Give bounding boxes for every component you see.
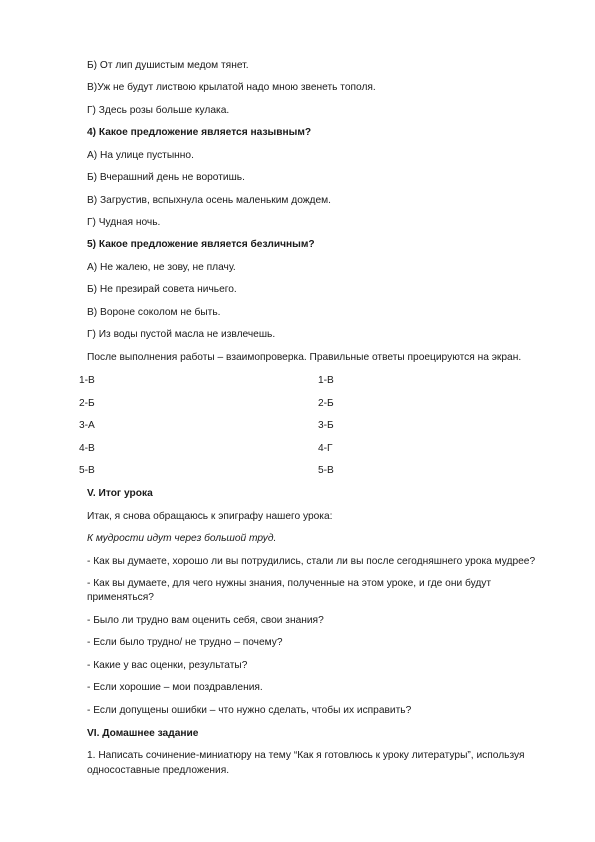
answer-right-5: 5-В <box>318 465 334 476</box>
check-note: После выполнения работы – взаимопроверка. Правильные ответы проецируются на экран. <box>87 352 522 363</box>
summary-question-4: - Если было трудно/ не трудно – почему? <box>87 637 283 648</box>
summary-question-2-line-2: применяться? <box>87 592 154 603</box>
summary-question-3: - Было ли трудно вам оценить себя, свои знания? <box>87 615 324 626</box>
q4-option-g: Г) Чудная ночь. <box>87 217 161 228</box>
q5-option-a: А) Не жалею, не зову, не плачу. <box>87 262 236 273</box>
summary-question-5: - Какие у вас оценки, результаты? <box>87 660 248 671</box>
homework-task-line-1: 1. Написать сочинение-миниатюру на тему “Как я готовлюсь к уроку литературы”, используя <box>87 750 525 761</box>
answer-left-4: 4-В <box>79 443 95 454</box>
q3-option-b: Б) От лип душистым медом тянет. <box>87 60 249 71</box>
summary-question-1: - Как вы думаете, хорошо ли вы потрудились, стали ли вы после сегодняшнего урока мудрее? <box>87 556 536 567</box>
answer-right-1: 1-В <box>318 375 334 386</box>
epigraph: К мудрости идут через большой труд. <box>87 533 277 544</box>
answer-right-4: 4-Г <box>318 443 333 454</box>
answer-left-3: 3-А <box>79 420 95 431</box>
section-6-heading: VI. Домашнее задание <box>87 728 199 739</box>
q5-option-v: В) Вороне соколом не быть. <box>87 307 221 318</box>
summary-question-2-line-1: - Как вы думаете, для чего нужны знания, полученные на этом уроке, и где они будут <box>87 578 492 589</box>
q5-option-b: Б) Не презирай совета ничьего. <box>87 284 237 295</box>
homework-task-line-2: односоставные предложения. <box>87 765 230 776</box>
section-5-heading: V. Итог урока <box>87 488 153 499</box>
q3-option-v: В)Уж не будут листвою крылатой надо мною звенеть тополя. <box>87 82 376 93</box>
q4-question: 4) Какое предложение является назывным? <box>87 127 312 138</box>
q4-option-b: Б) Вчерашний день не воротишь. <box>87 172 245 183</box>
q4-option-a: А) На улице пустынно. <box>87 150 194 161</box>
q4-option-v: В) Загрустив, вспыхнула осень маленьким дождем. <box>87 195 332 206</box>
answer-right-2: 2-Б <box>318 398 334 409</box>
answer-left-5: 5-В <box>79 465 95 476</box>
summary-question-6: - Если хорошие – мои поздравления. <box>87 682 263 693</box>
answer-left-1: 1-В <box>79 375 95 386</box>
answer-left-2: 2-Б <box>79 398 95 409</box>
answer-right-3: 3-Б <box>318 420 334 431</box>
section-5-intro: Итак, я снова обращаюсь к эпиграфу нашего урока: <box>87 511 333 522</box>
summary-question-7: - Если допущены ошибки – что нужно сделать, чтобы их исправить? <box>87 705 412 716</box>
q5-question: 5) Какое предложение является безличным? <box>87 239 315 250</box>
q5-option-g: Г) Из воды пустой масла не извлечешь. <box>87 329 276 340</box>
q3-option-g: Г) Здесь розы больше кулака. <box>87 105 230 116</box>
